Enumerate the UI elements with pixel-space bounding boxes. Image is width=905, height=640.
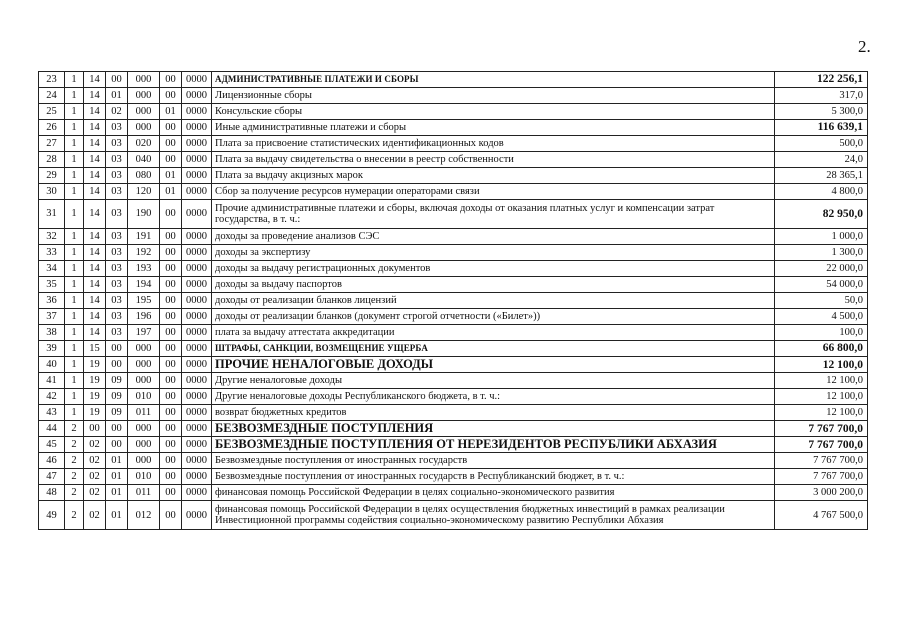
table-row [39,373,868,389]
code-article-cell: 03 [106,277,128,293]
code-subarticle-cell: 000 [128,88,160,104]
code-program-cell: 0000 [182,309,212,325]
row-number-cell: 26 [39,120,65,136]
description-cell: Лицензионные сборы [212,88,775,104]
code-article-cell: 01 [106,453,128,469]
table-row [39,152,868,168]
code-subarticle-cell: 010 [128,469,160,485]
code-program-cell: 0000 [182,421,212,437]
code-subarticle-cell: 000 [128,453,160,469]
code-program-cell: 0000 [182,120,212,136]
code-element-cell: 00 [160,120,182,136]
description-cell: доходы за экспертизу [212,245,775,261]
code-article-cell: 09 [106,373,128,389]
code-element-cell: 01 [160,184,182,200]
code-element-cell: 00 [160,453,182,469]
description-cell: Консульские сборы [212,104,775,120]
code-article-cell: 00 [106,357,128,373]
code-subarticle-cell: 040 [128,152,160,168]
code-program-cell: 0000 [182,261,212,277]
table-row [39,200,868,229]
row-number-cell: 34 [39,261,65,277]
code-subgroup-cell: 14 [84,229,106,245]
amount-cell: 12 100,0 [775,405,868,421]
code-element-cell: 00 [160,72,182,88]
code-group-cell: 2 [65,453,84,469]
code-group-cell: 1 [65,72,84,88]
code-subgroup-cell: 14 [84,261,106,277]
code-subarticle-cell: 011 [128,485,160,501]
code-article-cell: 03 [106,184,128,200]
amount-cell: 12 100,0 [775,389,868,405]
page-number: 2. [858,37,871,56]
table-row [39,293,868,309]
table-row [39,277,868,293]
code-article-cell: 03 [106,325,128,341]
table-row [39,501,868,530]
code-subgroup-cell: 14 [84,88,106,104]
table-row [39,229,868,245]
code-element-cell: 00 [160,389,182,405]
amount-cell: 54 000,0 [775,277,868,293]
code-program-cell: 0000 [182,168,212,184]
amount-cell: 3 000 200,0 [775,485,868,501]
code-group-cell: 2 [65,421,84,437]
row-number-cell: 47 [39,469,65,485]
code-article-cell: 03 [106,168,128,184]
description-cell: АДМИНИСТРАТИВНЫЕ ПЛАТЕЖИ И СБОРЫ [212,72,775,88]
table-row [39,72,868,88]
code-subarticle-cell: 020 [128,136,160,152]
code-article-cell: 01 [106,485,128,501]
code-group-cell: 1 [65,136,84,152]
code-element-cell: 00 [160,501,182,530]
table-row [39,245,868,261]
code-group-cell: 1 [65,293,84,309]
row-number-cell: 43 [39,405,65,421]
code-article-cell: 01 [106,501,128,530]
amount-cell: 12 100,0 [775,373,868,389]
code-subgroup-cell: 14 [84,136,106,152]
description-cell: доходы от реализации бланков лицензий [212,293,775,309]
code-element-cell: 01 [160,104,182,120]
code-program-cell: 0000 [182,373,212,389]
code-element-cell: 00 [160,229,182,245]
row-number-cell: 33 [39,245,65,261]
description-cell: БЕЗВОЗМЕЗДНЫЕ ПОСТУПЛЕНИЯ ОТ НЕРЕЗИДЕНТОВ РЕСПУБЛИКИ АБХАЗИЯ [212,437,775,453]
code-subarticle-cell: 195 [128,293,160,309]
code-subgroup-cell: 14 [84,200,106,229]
code-group-cell: 1 [65,200,84,229]
code-subarticle-cell: 000 [128,357,160,373]
row-number-cell: 41 [39,373,65,389]
code-subarticle-cell: 000 [128,373,160,389]
code-group-cell: 1 [65,373,84,389]
description-cell: плата за выдачу аттестата аккредитации [212,325,775,341]
amount-cell: 116 639,1 [775,120,868,136]
amount-cell: 82 950,0 [775,200,868,229]
code-subarticle-cell: 000 [128,341,160,357]
code-subarticle-cell: 193 [128,261,160,277]
amount-cell: 7 767 700,0 [775,453,868,469]
code-program-cell: 0000 [182,341,212,357]
code-element-cell: 00 [160,152,182,168]
code-element-cell: 00 [160,469,182,485]
code-group-cell: 2 [65,501,84,530]
code-program-cell: 0000 [182,437,212,453]
code-element-cell: 00 [160,405,182,421]
code-program-cell: 0000 [182,293,212,309]
code-article-cell: 03 [106,136,128,152]
code-element-cell: 00 [160,373,182,389]
code-group-cell: 1 [65,405,84,421]
code-group-cell: 1 [65,168,84,184]
code-article-cell: 00 [106,421,128,437]
table-row [39,136,868,152]
code-program-cell: 0000 [182,184,212,200]
code-subgroup-cell: 02 [84,453,106,469]
code-program-cell: 0000 [182,72,212,88]
description-cell: доходы за выдачу регистрационных документов [212,261,775,277]
row-number-cell: 29 [39,168,65,184]
code-article-cell: 09 [106,405,128,421]
code-subgroup-cell: 14 [84,293,106,309]
code-element-cell: 00 [160,136,182,152]
table-row [39,357,868,373]
description-cell: Иные административные платежи и сборы [212,120,775,136]
amount-cell: 100,0 [775,325,868,341]
code-article-cell: 03 [106,152,128,168]
row-number-cell: 38 [39,325,65,341]
row-number-cell: 35 [39,277,65,293]
description-cell: Другие неналоговые доходы Республиканского бюджета, в т. ч.: [212,389,775,405]
code-subarticle-cell: 012 [128,501,160,530]
code-program-cell: 0000 [182,136,212,152]
code-group-cell: 1 [65,277,84,293]
code-subgroup-cell: 02 [84,501,106,530]
code-article-cell: 01 [106,88,128,104]
code-subgroup-cell: 19 [84,405,106,421]
amount-cell: 317,0 [775,88,868,104]
table-row [39,437,868,453]
code-article-cell: 03 [106,120,128,136]
table-row [39,261,868,277]
description-cell: Прочие административные платежи и сборы, включая доходы от оказания платных услуг и компенсации затрат государства, в т. ч.: [212,200,775,229]
code-group-cell: 1 [65,152,84,168]
row-number-cell: 31 [39,200,65,229]
amount-cell: 7 767 700,0 [775,437,868,453]
description-cell: Безвозмездные поступления от иностранных государств в Республиканский бюджет, в т. ч.: [212,469,775,485]
code-program-cell: 0000 [182,389,212,405]
code-article-cell: 03 [106,309,128,325]
row-number-cell: 23 [39,72,65,88]
amount-cell: 7 767 700,0 [775,421,868,437]
code-group-cell: 1 [65,88,84,104]
code-program-cell: 0000 [182,152,212,168]
row-number-cell: 48 [39,485,65,501]
amount-cell: 50,0 [775,293,868,309]
code-group-cell: 2 [65,469,84,485]
code-element-cell: 00 [160,245,182,261]
table-row [39,104,868,120]
code-subarticle-cell: 000 [128,104,160,120]
row-number-cell: 37 [39,309,65,325]
amount-cell: 4 500,0 [775,309,868,325]
description-cell: Другие неналоговые доходы [212,373,775,389]
code-subarticle-cell: 011 [128,405,160,421]
code-group-cell: 1 [65,325,84,341]
code-subgroup-cell: 14 [84,152,106,168]
row-number-cell: 46 [39,453,65,469]
code-subarticle-cell: 120 [128,184,160,200]
amount-cell: 22 000,0 [775,261,868,277]
code-subgroup-cell: 14 [84,104,106,120]
code-subgroup-cell: 14 [84,325,106,341]
amount-cell: 1 000,0 [775,229,868,245]
description-cell: Плата за выдачу свидетельства о внесении в реестр собственности [212,152,775,168]
code-subgroup-cell: 14 [84,72,106,88]
code-subarticle-cell: 197 [128,325,160,341]
code-program-cell: 0000 [182,325,212,341]
code-group-cell: 1 [65,120,84,136]
description-cell: возврат бюджетных кредитов [212,405,775,421]
code-article-cell: 01 [106,469,128,485]
amount-cell: 4 767 500,0 [775,501,868,530]
code-program-cell: 0000 [182,501,212,530]
code-element-cell: 00 [160,261,182,277]
code-subgroup-cell: 15 [84,341,106,357]
code-article-cell: 03 [106,200,128,229]
code-article-cell: 03 [106,245,128,261]
code-subarticle-cell: 194 [128,277,160,293]
code-subgroup-cell: 02 [84,469,106,485]
row-number-cell: 39 [39,341,65,357]
code-group-cell: 2 [65,437,84,453]
code-subgroup-cell: 14 [84,120,106,136]
table-row [39,421,868,437]
code-subarticle-cell: 000 [128,437,160,453]
code-element-cell: 01 [160,168,182,184]
code-group-cell: 2 [65,485,84,501]
row-number-cell: 44 [39,421,65,437]
code-group-cell: 1 [65,341,84,357]
code-subarticle-cell: 000 [128,72,160,88]
code-group-cell: 1 [65,389,84,405]
code-subarticle-cell: 192 [128,245,160,261]
amount-cell: 500,0 [775,136,868,152]
code-group-cell: 1 [65,184,84,200]
description-cell: доходы от реализации бланков (документ строгой отчетности («Билет»)) [212,309,775,325]
table-row [39,168,868,184]
code-program-cell: 0000 [182,200,212,229]
code-element-cell: 00 [160,341,182,357]
row-number-cell: 28 [39,152,65,168]
row-number-cell: 42 [39,389,65,405]
code-program-cell: 0000 [182,229,212,245]
table-row [39,469,868,485]
table-row [39,389,868,405]
code-article-cell: 02 [106,104,128,120]
code-article-cell: 03 [106,293,128,309]
code-element-cell: 00 [160,200,182,229]
code-program-cell: 0000 [182,357,212,373]
code-subarticle-cell: 000 [128,120,160,136]
code-subgroup-cell: 14 [84,168,106,184]
description-cell: ШТРАФЫ, САНКЦИИ, ВОЗМЕЩЕНИЕ УЩЕРБА [212,341,775,357]
table-row [39,341,868,357]
amount-cell: 24,0 [775,152,868,168]
code-subarticle-cell: 010 [128,389,160,405]
table-body [39,72,868,530]
description-cell: Сбор за получение ресурсов нумерации операторами связи [212,184,775,200]
code-program-cell: 0000 [182,245,212,261]
amount-cell: 1 300,0 [775,245,868,261]
table-row [39,184,868,200]
code-element-cell: 00 [160,293,182,309]
code-group-cell: 1 [65,261,84,277]
amount-cell: 28 365,1 [775,168,868,184]
table-row [39,325,868,341]
code-element-cell: 00 [160,485,182,501]
description-cell: ПРОЧИЕ НЕНАЛОГОВЫЕ ДОХОДЫ [212,357,775,373]
code-program-cell: 0000 [182,453,212,469]
code-element-cell: 00 [160,437,182,453]
code-subgroup-cell: 14 [84,184,106,200]
amount-cell: 12 100,0 [775,357,868,373]
code-subgroup-cell: 02 [84,437,106,453]
code-group-cell: 1 [65,245,84,261]
description-cell: БЕЗВОЗМЕЗДНЫЕ ПОСТУПЛЕНИЯ [212,421,775,437]
budget-revenue-table [38,71,868,530]
row-number-cell: 25 [39,104,65,120]
code-element-cell: 00 [160,309,182,325]
code-subgroup-cell: 14 [84,277,106,293]
code-program-cell: 0000 [182,104,212,120]
code-program-cell: 0000 [182,485,212,501]
row-number-cell: 40 [39,357,65,373]
description-cell: Плата за присвоение статистических идентификационных кодов [212,136,775,152]
code-article-cell: 00 [106,72,128,88]
code-element-cell: 00 [160,357,182,373]
code-article-cell: 03 [106,261,128,277]
table-row [39,405,868,421]
amount-cell: 66 800,0 [775,341,868,357]
description-cell: финансовая помощь Российской Федерации в целях осуществления бюджетных инвестиций в рамках реализации Инвестиционной программы содействия социально-экономическому развитию Республики Абхазия [212,501,775,530]
code-subarticle-cell: 190 [128,200,160,229]
table-row [39,453,868,469]
description-cell: финансовая помощь Российской Федерации в целях социально-экономического развития [212,485,775,501]
code-subgroup-cell: 14 [84,309,106,325]
description-cell: доходы за проведение анализов СЭС [212,229,775,245]
code-subgroup-cell: 19 [84,373,106,389]
amount-cell: 122 256,1 [775,72,868,88]
description-cell: Плата за выдачу акцизных марок [212,168,775,184]
code-program-cell: 0000 [182,405,212,421]
code-subgroup-cell: 14 [84,245,106,261]
code-subarticle-cell: 191 [128,229,160,245]
code-subarticle-cell: 196 [128,309,160,325]
row-number-cell: 30 [39,184,65,200]
code-subarticle-cell: 000 [128,421,160,437]
code-element-cell: 00 [160,88,182,104]
amount-cell: 5 300,0 [775,104,868,120]
code-article-cell: 09 [106,389,128,405]
row-number-cell: 36 [39,293,65,309]
code-group-cell: 1 [65,309,84,325]
code-group-cell: 1 [65,357,84,373]
code-article-cell: 00 [106,341,128,357]
description-cell: Безвозмездные поступления от иностранных государств [212,453,775,469]
table-row [39,309,868,325]
description-cell: доходы за выдачу паспортов [212,277,775,293]
code-group-cell: 1 [65,229,84,245]
code-subgroup-cell: 19 [84,389,106,405]
table-row [39,485,868,501]
table-row [39,88,868,104]
amount-cell: 4 800,0 [775,184,868,200]
code-subgroup-cell: 19 [84,357,106,373]
code-element-cell: 00 [160,277,182,293]
row-number-cell: 45 [39,437,65,453]
amount-cell: 7 767 700,0 [775,469,868,485]
code-element-cell: 00 [160,421,182,437]
code-group-cell: 1 [65,104,84,120]
row-number-cell: 24 [39,88,65,104]
table-row [39,120,868,136]
code-program-cell: 0000 [182,88,212,104]
code-article-cell: 03 [106,229,128,245]
code-program-cell: 0000 [182,277,212,293]
row-number-cell: 27 [39,136,65,152]
code-element-cell: 00 [160,325,182,341]
row-number-cell: 49 [39,501,65,530]
code-article-cell: 00 [106,437,128,453]
code-program-cell: 0000 [182,469,212,485]
code-subgroup-cell: 02 [84,485,106,501]
code-subgroup-cell: 00 [84,421,106,437]
code-subarticle-cell: 080 [128,168,160,184]
row-number-cell: 32 [39,229,65,245]
